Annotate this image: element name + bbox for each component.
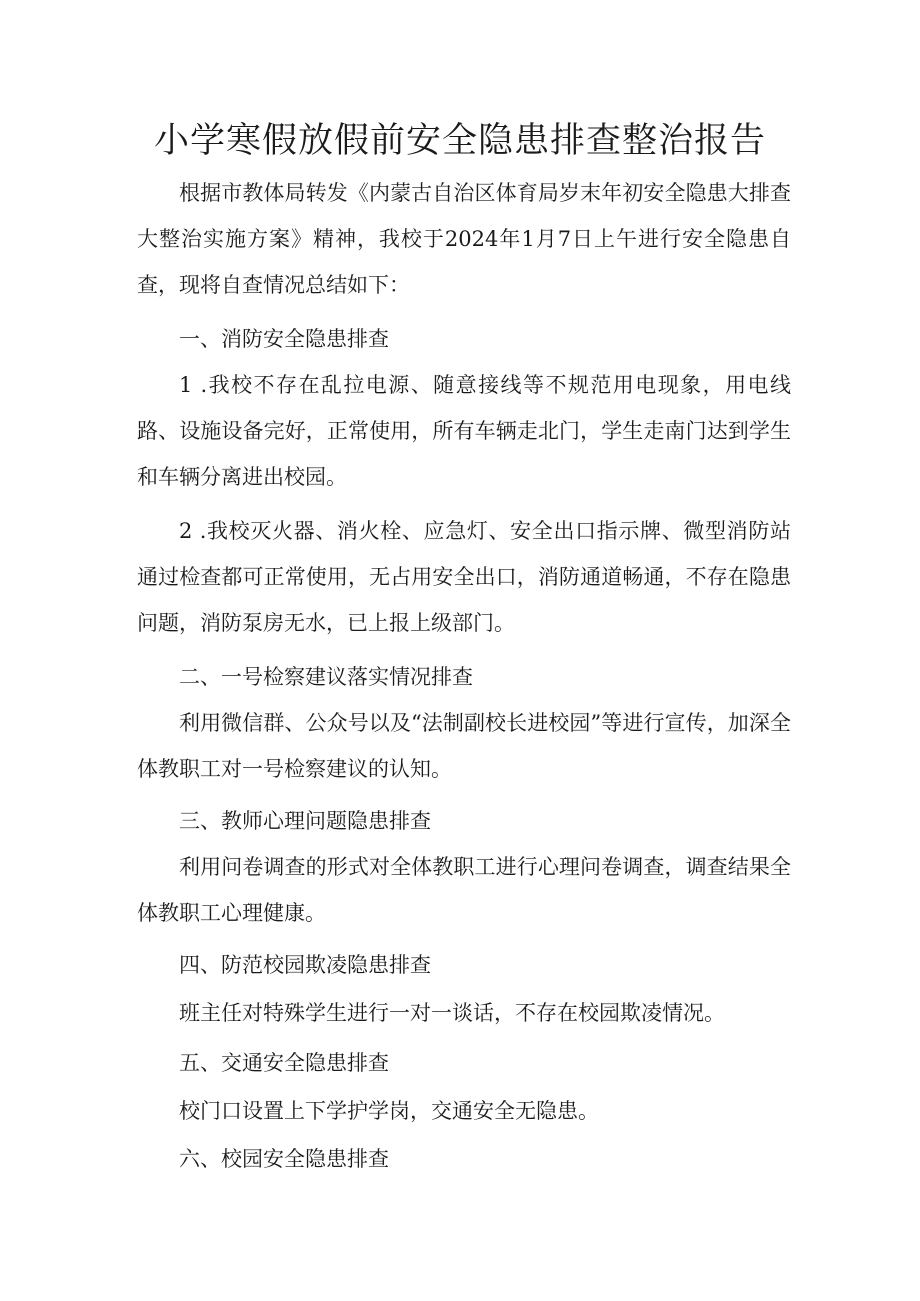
- traffic-paragraph: 校门口设置上下学护学岗，交通安全无隐患。: [179, 1099, 599, 1123]
- fire-safety-paragraph-1: 1 .我校不存在乱拉电源、随意接线等不规范用电现象，用电线路、设施设备完好，正常使用，所有车辆走北门，学生走南门达到学生和车辆分离进出校园。: [137, 373, 791, 489]
- teacher-psychology-paragraph: 利用问卷调查的形式对全体教职工进行心理问卷调查，调查结果全体教职工心理健康。: [137, 855, 791, 925]
- bullying-paragraph: 班主任对特殊学生进行一对一谈话，不存在校园欺凌情况。: [179, 1001, 725, 1025]
- section-heading-teacher-psychology: 三、教师心理问题隐患排查: [179, 809, 431, 833]
- section-heading-fire-safety: 一、消防安全隐患排查: [179, 327, 389, 351]
- section-heading-campus: 六、校园安全隐患排查: [179, 1147, 389, 1171]
- section-heading-bullying: 四、防范校园欺凌隐患排查: [179, 953, 431, 977]
- section-heading-traffic: 五、交通安全隐患排查: [179, 1051, 389, 1075]
- procuratorate-paragraph: 利用微信群、公众号以及“法制副校长进校园”等进行宣传，加深全体教职工对一号检察建议的认知。: [137, 711, 791, 781]
- intro-paragraph: 根据市教体局转发《内蒙古自治区体育局岁末年初安全隐患大排查大整治实施方案》精神，我校于2024年1月7日上午进行安全隐患自查，现将自查情况总结如下：: [137, 181, 791, 297]
- section-heading-procuratorate: 二、一号检察建议落实情况排查: [179, 665, 473, 689]
- document-title: 小学寒假放假前安全隐患排查整治报告: [153, 121, 766, 161]
- fire-safety-paragraph-2: 2 .我校灭火器、消火栓、应急灯、安全出口指示牌、微型消防站通过检查都可正常使用，无占用安全出口，消防通道畅通，不存在隐患问题，消防泵房无水，已上报上级部门。: [137, 519, 791, 635]
